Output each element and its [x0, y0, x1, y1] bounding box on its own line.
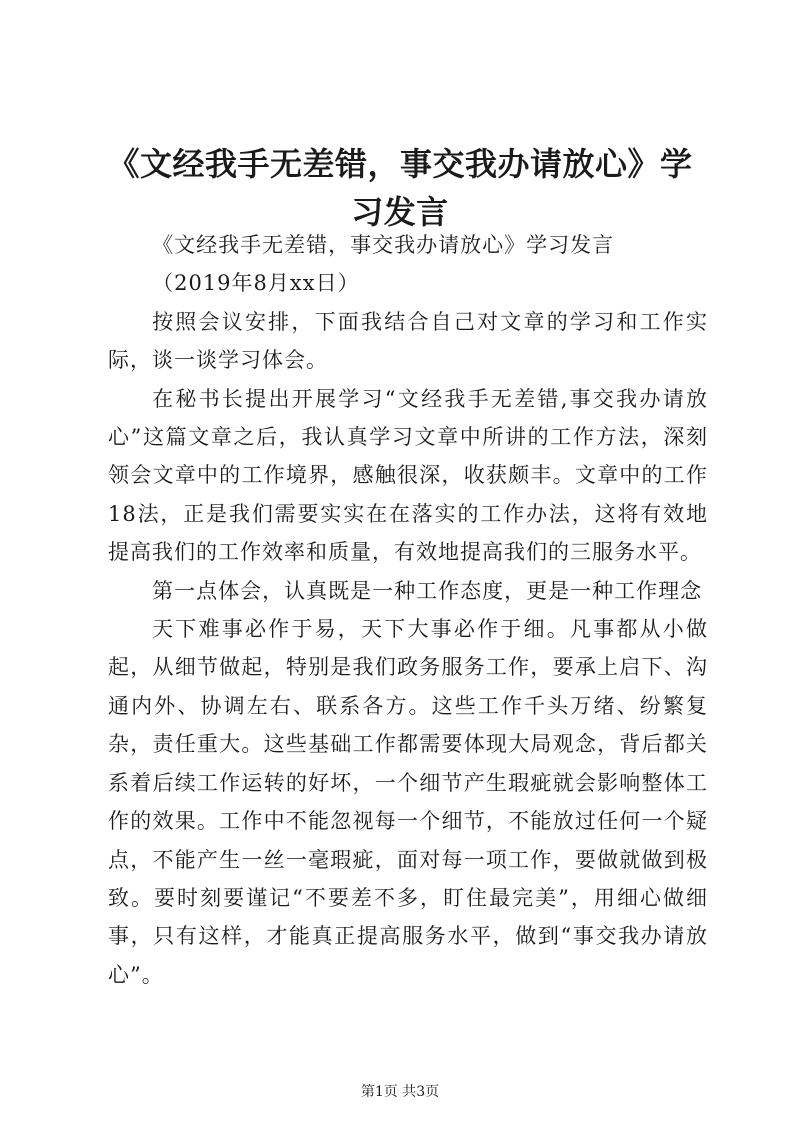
document-title: 《文经我手无差错，事交我办请放心》学习发言 — [107, 145, 693, 231]
document-body — [108, 226, 708, 994]
subtitle-paragraph: 《文经我手无差错，事交我办请放心》学习发言 — [152, 233, 615, 257]
detail-paragraph: 天下难事必作于易，天下大事必作于细。凡事都从小做起，从细节做起，特别是我们政务服务工作，要承上启下、沟通内外、协调左右、联系各方。这些工作千头万绪、纷繁复杂，责任重大。这些基础工作都需要体现大局观念，背后都关系着后续工作运转的好坏，一个细节产生瑕疵就会影响整体工作的效果。工作中不能忽视每一个细节，不能放过任何一个疑点，不能产生一丝一毫瑕疵，面对每一项工作，要做就做到极致。要时刻要谨记“不要差不多，盯住最完美”，用细心做细事，只有这样，才能真正提高服务水平，做到“事交我办请放心”。 — [108, 617, 708, 987]
page-number-footer: 第1页 共3页 — [360, 1084, 440, 1100]
date-paragraph: （2019年8月xx日） — [152, 271, 360, 296]
background-paragraph: 在秘书长提出开展学习“文经我手无差错,事交我办请放心”这篇文章之后，我认真学习文章中所讲的工作方法，深刻领会文章中的工作境界，感触很深，收获颇丰。文章中的工作18法，正是我们需要实实在在落实的工作办法，这将有效地提高我们的工作效率和质量，有效地提高我们的三服务水平。 — [108, 386, 708, 565]
intro-paragraph: 按照会议安排，下面我结合自己对文章的学习和工作实际，谈一谈学习体会。 — [108, 309, 708, 373]
section-heading-paragraph: 第一点体会，认真既是一种工作态度，更是一种工作理念 — [152, 578, 703, 603]
